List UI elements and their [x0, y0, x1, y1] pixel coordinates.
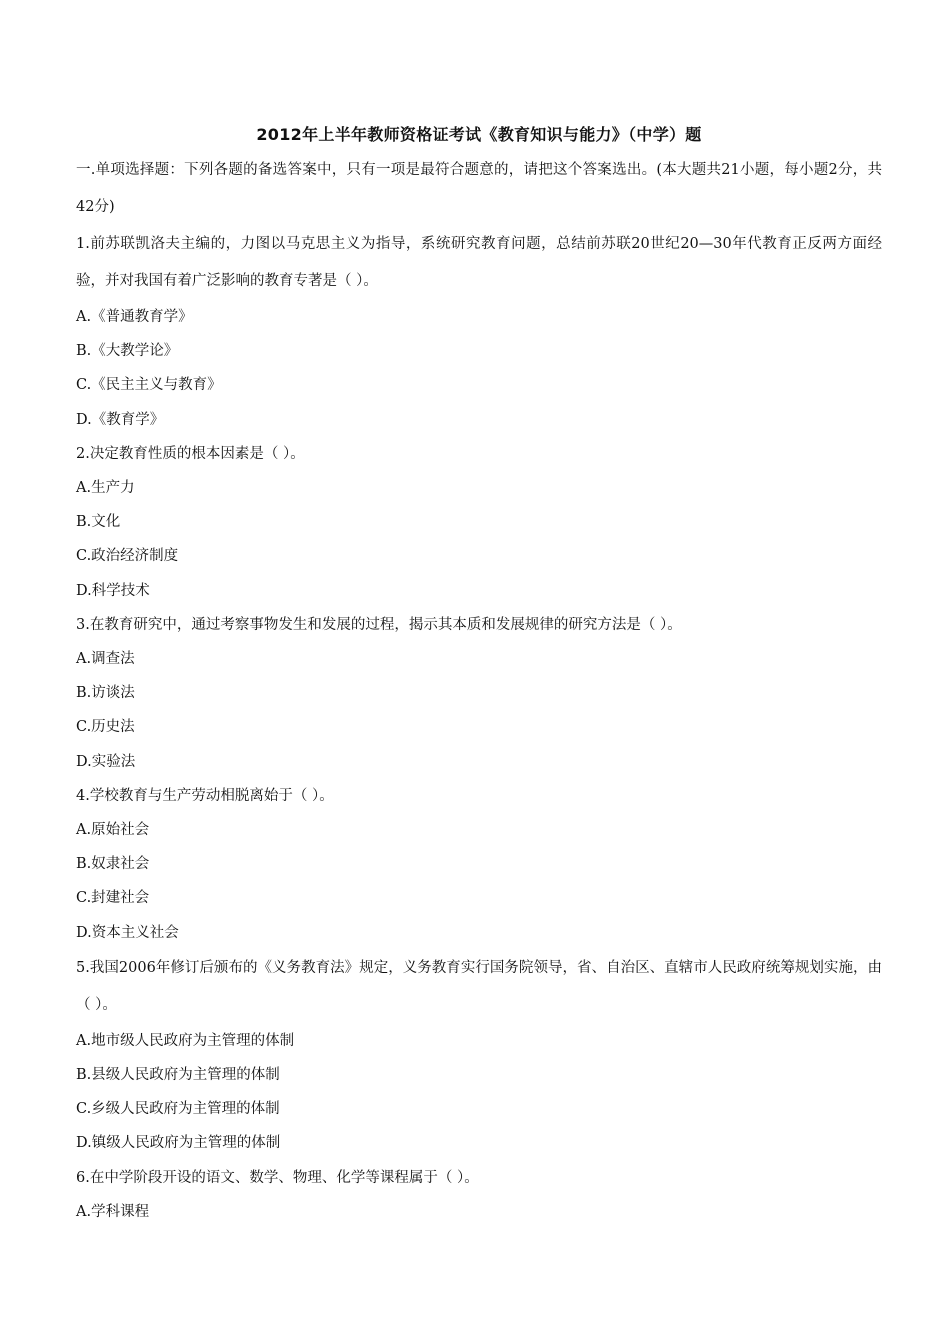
option-d: D.资本主义社会	[76, 924, 179, 941]
option-b: B.县级人民政府为主管理的体制	[76, 1067, 280, 1084]
question-2	[76, 437, 882, 608]
option-c: C.乡级人民政府为主管理的体制	[76, 1101, 280, 1118]
option-b: B.文化	[76, 514, 121, 531]
question-1	[76, 226, 882, 437]
option-a: A.调查法	[76, 651, 135, 668]
question-stem: 4.学校教育与生产劳动相脱离始于（ ）。	[76, 787, 334, 804]
option-d: D.镇级人民政府为主管理的体制	[76, 1135, 281, 1152]
option-a: A.原始社会	[76, 822, 150, 839]
question-stem: 5.我国2006年修订后颁布的《义务教育法》规定，义务教育实行国务院领导，省、自治区、直辖市人民政府统筹规划实施，由（ ）。	[76, 959, 882, 1013]
document-title: 2012年上半年教师资格证考试《教育知识与能力》（中学）题	[256, 125, 702, 144]
option-b: B.访谈法	[76, 685, 135, 702]
question-4	[76, 779, 882, 950]
option-c: C.政治经济制度	[76, 548, 179, 565]
question-3	[76, 608, 882, 779]
option-d: D.科学技术	[76, 582, 150, 599]
option-d: D.实验法	[76, 753, 136, 770]
question-stem: 2.决定教育性质的根本因素是（ ）。	[76, 445, 305, 462]
option-b: B.《大教学论》	[76, 343, 179, 360]
question-6	[76, 1161, 882, 1229]
option-c: C.《民主主义与教育》	[76, 377, 222, 394]
option-a: A.地市级人民政府为主管理的体制	[76, 1032, 295, 1049]
option-b: B.奴隶社会	[76, 856, 150, 873]
option-a: A.《普通教育学》	[76, 309, 193, 325]
question-stem: 1.前苏联凯洛夫主编的，力图以马克思主义为指导，系统研究教育问题，总结前苏联20世纪20—30年代教育正反两方面经验，并对我国有着广泛影响的教育专著是（ ）。	[76, 236, 882, 289]
document-page	[76, 118, 882, 1229]
question-stem: 6.在中学阶段开设的语文、数学、物理、化学等课程属于（ ）。	[76, 1169, 479, 1186]
option-d: D.《教育学》	[76, 411, 165, 428]
option-c: C.封建社会	[76, 890, 150, 907]
option-a: A.生产力	[76, 480, 135, 497]
question-5	[76, 950, 882, 1161]
option-a: A.学科课程	[76, 1203, 150, 1220]
section-intro: 一.单项选择题：下列各题的备选答案中，只有一项是最符合题意的，请把这个答案选出。(本大题共21小题，每小题2分，共42分)	[76, 162, 882, 215]
option-c: C.历史法	[76, 719, 135, 736]
question-stem: 3.在教育研究中，通过考察事物发生和发展的过程，揭示其本质和发展规律的研究方法是（ ）。	[76, 616, 682, 633]
